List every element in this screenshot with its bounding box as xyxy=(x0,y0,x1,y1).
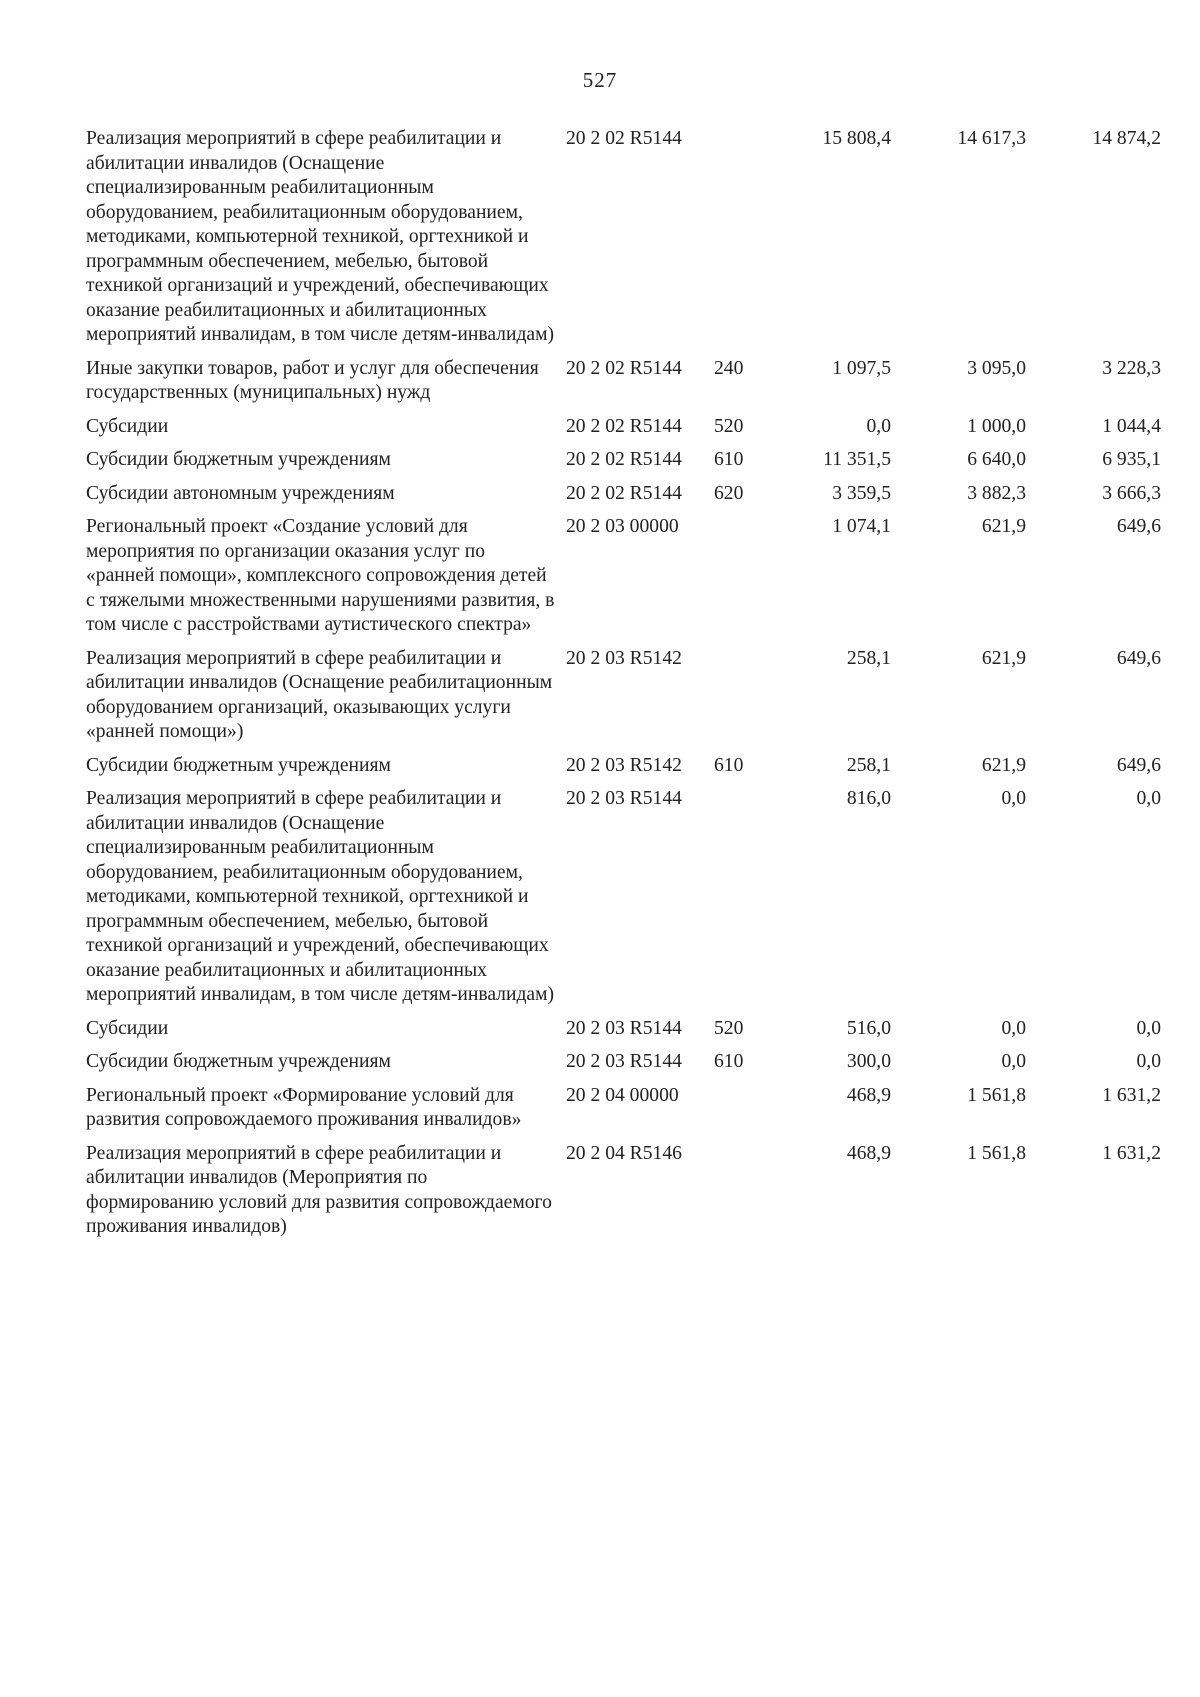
row-name: Иные закупки товаров, работ и услуг для обеспечения государственных (муниципальных) нужд xyxy=(86,357,539,403)
page-number: 527 xyxy=(582,68,618,92)
row-value-year1: 1 097,5 xyxy=(832,357,891,379)
row-value-year2: 0,0 xyxy=(1001,1017,1026,1039)
row-value-year1: 468,9 xyxy=(846,1142,891,1164)
row-value-year1: 0,0 xyxy=(866,415,891,437)
row-value-year1: 468,9 xyxy=(846,1084,891,1106)
table-row xyxy=(86,1050,1171,1075)
row-value-year2: 621,9 xyxy=(981,516,1026,537)
row-value-year3: 0,0 xyxy=(1136,1051,1161,1072)
row-code: 20 2 02 R5144 xyxy=(566,415,682,437)
row-code: 20 2 03 R5144 xyxy=(566,788,682,809)
row-value-year3: 649,6 xyxy=(1116,647,1161,669)
row-expense-type: 520 xyxy=(714,1017,744,1039)
row-value-year3: 3 666,3 xyxy=(1102,482,1161,504)
row-value-year3: 1 631,2 xyxy=(1102,1142,1161,1164)
row-name: Региональный проект «Создание условий для мероприятия по организации оказания услуг по «ранней помощи», комплексного сопровождения детей с тяжелыми множественными нарушениями развития, в том числе с расстройствами аутистического спектра» xyxy=(86,516,555,635)
row-value-year1: 258,1 xyxy=(846,754,891,776)
row-code: 20 2 02 R5144 xyxy=(566,449,682,470)
row-value-year3: 3 228,3 xyxy=(1102,357,1161,379)
row-value-year1: 516,0 xyxy=(846,1017,891,1039)
row-value-year2: 1 561,8 xyxy=(967,1142,1026,1164)
table-row xyxy=(86,647,1171,745)
row-code: 20 2 03 R5144 xyxy=(566,1051,682,1072)
row-expense-type: 520 xyxy=(714,415,744,437)
row-value-year2: 0,0 xyxy=(1001,788,1026,809)
row-value-year3: 649,6 xyxy=(1116,754,1161,776)
row-value-year2: 3 882,3 xyxy=(967,482,1026,504)
row-expense-type: 610 xyxy=(714,1051,744,1072)
row-code: 20 2 02 R5144 xyxy=(566,482,682,504)
row-value-year3: 14 874,2 xyxy=(1092,128,1161,149)
row-value-year1: 11 351,5 xyxy=(823,449,891,470)
row-name: Реализация мероприятий в сфере реабилитации и абилитации инвалидов (Оснащение специализированным реабилитационным оборудованием, реабилитационным оборудованием, методиками, компьютерной техникой, оргтехникой и программным обеспечением, мебелью, бытовой техникой организаций и учреждений, обеспечивающих оказание реабилитационных и абилитационных мероприятий инвалидам, в том числе детям-инвалидам) xyxy=(86,788,555,1005)
table-row xyxy=(86,448,1171,473)
table-row xyxy=(86,787,1171,1008)
row-code: 20 2 03 R5142 xyxy=(566,754,682,776)
table-row xyxy=(86,1017,1171,1042)
row-code: 20 2 02 R5144 xyxy=(566,357,682,379)
row-name: Региональный проект «Формирование условий для развития сопровождаемого проживания инвалидов» xyxy=(86,1084,522,1130)
row-value-year3: 6 935,1 xyxy=(1102,449,1161,470)
row-value-year3: 1 044,4 xyxy=(1102,415,1161,437)
table-row xyxy=(86,1142,1171,1240)
row-name: Субсидии бюджетным учреждениям xyxy=(86,449,391,470)
table-row xyxy=(86,754,1171,779)
row-name: Субсидии xyxy=(86,1017,169,1039)
row-value-year2: 1 561,8 xyxy=(967,1084,1026,1106)
budget-table xyxy=(86,127,1171,1249)
row-value-year1: 816,0 xyxy=(846,788,891,809)
row-value-year2: 1 000,0 xyxy=(967,415,1026,437)
row-value-year1: 1 074,1 xyxy=(832,516,891,537)
row-value-year3: 0,0 xyxy=(1136,1017,1161,1039)
table-row xyxy=(86,515,1171,638)
row-name: Реализация мероприятий в сфере реабилитации и абилитации инвалидов (Мероприятия по формированию условий для развития сопровождаемого проживания инвалидов) xyxy=(86,1142,552,1237)
table-row xyxy=(86,357,1171,406)
row-expense-type: 610 xyxy=(714,754,744,776)
row-name: Субсидии бюджетным учреждениям xyxy=(86,754,391,776)
row-name: Реализация мероприятий в сфере реабилитации и абилитации инвалидов (Оснащение специализированным реабилитационным оборудованием, реабилитационным оборудованием, методиками, компьютерной техникой, оргтехникой и программным обеспечением, мебелью, бытовой техникой организаций и учреждений, обеспечивающих оказание реабилитационных и абилитационных мероприятий инвалидам, в том числе детям-инвалидам) xyxy=(86,128,555,345)
row-value-year1: 258,1 xyxy=(846,647,891,669)
table-row xyxy=(86,127,1171,348)
row-value-year2: 0,0 xyxy=(1001,1051,1026,1072)
row-value-year3: 1 631,2 xyxy=(1102,1084,1161,1106)
row-code: 20 2 02 R5144 xyxy=(566,128,682,149)
row-value-year1: 3 359,5 xyxy=(832,482,891,504)
table-row xyxy=(86,482,1171,507)
row-code: 20 2 04 00000 xyxy=(566,1084,679,1106)
row-value-year1: 300,0 xyxy=(846,1051,891,1072)
row-expense-type: 240 xyxy=(714,357,744,379)
row-expense-type: 610 xyxy=(714,449,744,470)
row-expense-type: 620 xyxy=(714,482,744,504)
table-row xyxy=(86,415,1171,440)
row-value-year1: 15 808,4 xyxy=(822,128,891,149)
row-value-year2: 6 640,0 xyxy=(967,449,1026,470)
row-code: 20 2 03 R5144 xyxy=(566,1017,682,1039)
row-code: 20 2 03 00000 xyxy=(566,516,679,537)
row-value-year2: 621,9 xyxy=(981,647,1026,669)
row-name: Реализация мероприятий в сфере реабилитации и абилитации инвалидов (Оснащение реабилитационным оборудованием организаций, оказывающих услуги «ранней помощи») xyxy=(86,647,553,742)
row-name: Субсидии xyxy=(86,415,169,437)
row-value-year2: 14 617,3 xyxy=(957,128,1026,149)
row-value-year2: 621,9 xyxy=(981,754,1026,776)
row-value-year3: 649,6 xyxy=(1116,516,1161,537)
row-code: 20 2 03 R5142 xyxy=(566,647,682,669)
row-name: Субсидии автономным учреждениям xyxy=(86,482,395,504)
row-value-year3: 0,0 xyxy=(1136,788,1161,809)
row-name: Субсидии бюджетным учреждениям xyxy=(86,1051,391,1072)
row-code: 20 2 04 R5146 xyxy=(566,1142,682,1164)
table-row xyxy=(86,1084,1171,1133)
row-value-year2: 3 095,0 xyxy=(967,357,1026,379)
